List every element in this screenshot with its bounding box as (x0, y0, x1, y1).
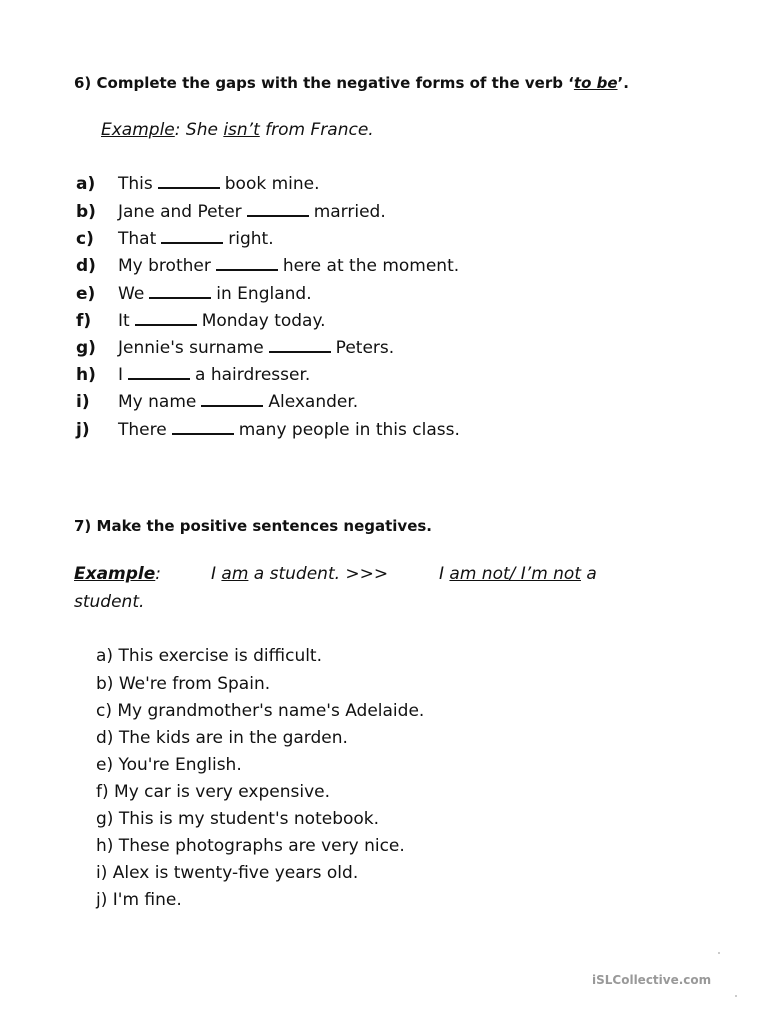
item-before: My brother (118, 256, 211, 276)
section-6-example (101, 120, 374, 140)
item-after: Alexander. (268, 392, 359, 412)
item-after: in England. (216, 284, 312, 304)
section-7-example-line2: student. (74, 592, 145, 612)
item-label: g) (76, 338, 96, 358)
sentence-item-d: d) The kids are in the garden. (96, 728, 348, 748)
item-before: I (118, 365, 124, 385)
item-label: i) (76, 392, 90, 412)
sentence-item-j: j) I'm fine. (96, 890, 182, 910)
item-before: It (118, 311, 130, 331)
item-before: There (118, 420, 167, 440)
item-before: Jane and Peter (118, 202, 242, 222)
sentence-item-g: g) This is my student's notebook. (96, 809, 380, 829)
section-6-heading-text: 6) Complete the gaps with the negative forms of the verb (74, 74, 569, 92)
example-a: a (581, 564, 597, 584)
sentence-item-b: b) We're from Spain. (96, 674, 271, 694)
sentence-item-i: i) Alex is twenty-five years old. (96, 863, 359, 883)
item-after: married. (313, 202, 386, 222)
item-label: a) (76, 174, 96, 194)
gap-item-g (76, 338, 394, 358)
example-i: I (211, 564, 222, 584)
answer-blank[interactable] (216, 268, 278, 271)
answer-blank[interactable] (247, 214, 309, 217)
section-7-heading: 7) Make the positive sentences negatives. (74, 517, 432, 535)
item-after: right. (228, 229, 274, 249)
item-after: Peters. (335, 338, 395, 358)
section-7-example-answer (439, 564, 597, 584)
example-label: Example (74, 564, 156, 584)
item-after: book mine. (224, 174, 320, 194)
item-after: here at the moment. (282, 256, 460, 276)
gap-item-e (76, 284, 312, 304)
example-rest: a student. >>> (248, 564, 389, 584)
section-7-example-sentence (211, 564, 388, 584)
item-after: many people in this class. (238, 420, 460, 440)
item-after: a hairdresser. (195, 365, 311, 385)
section-7-example-label (74, 564, 161, 584)
heading-quote-open: ‘ (568, 74, 574, 92)
item-after: Monday today. (201, 311, 326, 331)
answer-blank[interactable] (128, 377, 190, 380)
sentence-item-c: c) My grandmother's name's Adelaide. (96, 701, 425, 721)
item-before: That (118, 229, 157, 249)
gap-item-f (76, 311, 326, 331)
gap-item-d (76, 256, 459, 276)
watermark: iSLCollective.com (592, 973, 712, 987)
example-word: isn’t (223, 120, 260, 140)
gap-item-b (76, 202, 386, 222)
item-label: f) (76, 311, 92, 331)
gap-item-c (76, 229, 274, 249)
example-negative: am not/ I’m not (449, 564, 581, 584)
speck (718, 952, 720, 954)
item-label: j) (76, 420, 90, 440)
example-am: am (221, 564, 249, 584)
gap-item-a (76, 174, 320, 194)
example-i2: I (439, 564, 450, 584)
answer-blank[interactable] (149, 296, 211, 299)
item-label: d) (76, 256, 96, 276)
answer-blank[interactable] (161, 241, 223, 244)
example-rest: from France. (259, 120, 374, 140)
item-before: We (118, 284, 145, 304)
item-label: e) (76, 284, 96, 304)
gap-item-i (76, 392, 358, 412)
gap-item-j (76, 420, 460, 440)
item-before: This (118, 174, 153, 194)
heading-quote-close: ’. (617, 74, 629, 92)
item-before: Jennie's surname (118, 338, 264, 358)
example-colon: : (155, 564, 162, 584)
item-label: h) (76, 365, 96, 385)
section-6-heading (74, 74, 629, 92)
answer-blank[interactable] (172, 432, 234, 435)
gap-item-h (76, 365, 310, 385)
item-before: My name (118, 392, 197, 412)
item-label: b) (76, 202, 96, 222)
sentence-item-h: h) These photographs are very nice. (96, 836, 405, 856)
sentence-item-a: a) This exercise is difficult. (96, 646, 323, 666)
answer-blank[interactable] (201, 404, 263, 407)
example-colon: : She (174, 120, 224, 140)
example-label: Example (101, 120, 175, 140)
speck (735, 995, 737, 997)
sentence-item-e: e) You're English. (96, 755, 242, 775)
item-label: c) (76, 229, 94, 249)
answer-blank[interactable] (158, 186, 220, 189)
answer-blank[interactable] (269, 350, 331, 353)
answer-blank[interactable] (135, 323, 197, 326)
sentence-item-f: f) My car is very expensive. (96, 782, 331, 802)
heading-verb: to be (573, 74, 618, 92)
